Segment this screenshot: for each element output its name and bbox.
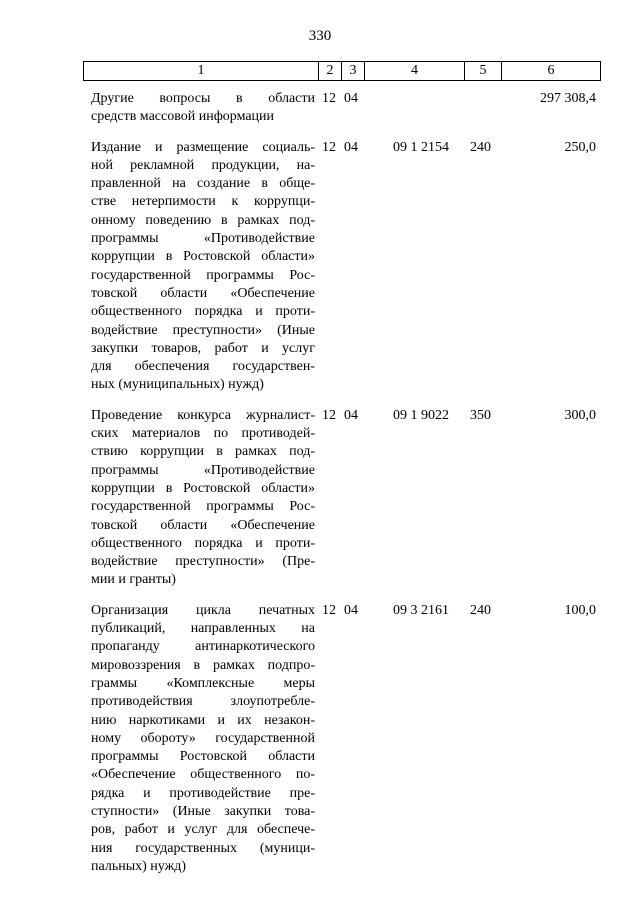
description-line: Организация цикла печатных xyxy=(91,602,315,618)
description-line: коррупции в Ростовской области» xyxy=(91,249,315,265)
row-expense-type: 240 xyxy=(470,139,491,155)
description-line: программы Ростовской области xyxy=(91,749,315,765)
column-header-row xyxy=(84,62,601,81)
description-line: мии и гранты) xyxy=(91,572,176,588)
row-amount: 100,0 xyxy=(564,602,596,618)
row-amount: 297 308,4 xyxy=(540,91,596,106)
row-target-article: 09 3 2161 xyxy=(393,602,449,618)
description-line: для обеспечения государствен- xyxy=(91,359,315,375)
description-line: правленной на создание в обще- xyxy=(91,176,315,192)
page-number: 330 xyxy=(308,28,332,44)
column-header-table xyxy=(83,61,601,81)
row-amount: 250,0 xyxy=(564,139,596,155)
row-amount: 300,0 xyxy=(564,407,596,423)
description-line: пальных) нужд) xyxy=(91,858,187,874)
description-line: общественного порядка и проти- xyxy=(91,304,315,320)
row-section-code: 12 xyxy=(322,139,336,155)
description-line: ров, работ и услуг для обеспече- xyxy=(91,822,315,838)
description-line: граммы «Комплексные меры xyxy=(91,675,315,691)
description-line: ному обороту» государственной xyxy=(91,730,315,746)
row-subsection-code: 04 xyxy=(344,602,358,618)
description-line: ских материалов по противодей- xyxy=(91,426,315,442)
description-line: стве нетерпимости к коррупци- xyxy=(91,194,315,210)
column-header-2: 2 xyxy=(319,62,342,81)
row-description xyxy=(83,407,318,590)
description-line: коррупции в Ростовской области» xyxy=(91,480,315,496)
column-header-4: 4 xyxy=(365,62,465,81)
budget-rows xyxy=(83,90,600,888)
row-subsection-code: 04 xyxy=(344,91,358,106)
description-line: нию наркотиками и их незакон- xyxy=(91,712,315,728)
description-line: мировоззрения в рамках подпро- xyxy=(91,657,315,673)
table-row xyxy=(83,139,600,395)
row-target-article xyxy=(379,90,464,127)
column-header-6: 6 xyxy=(502,62,601,81)
description-line: товской области «Обеспечение xyxy=(91,285,315,301)
description-line: ных (муниципальных) нужд) xyxy=(91,377,264,393)
column-header-5: 5 xyxy=(465,62,502,81)
description-line: государственной программы Рос- xyxy=(91,499,315,515)
description-line: товской области «Обеспечение xyxy=(91,517,315,533)
table-row xyxy=(83,602,600,876)
description-line: общественного порядка и проти- xyxy=(91,535,315,551)
row-section-code: 12 xyxy=(322,91,336,106)
description-line: ствию коррупции в рамках под- xyxy=(91,444,315,460)
description-line: Другие вопросы в области xyxy=(91,91,315,106)
table-row xyxy=(83,407,600,590)
row-description xyxy=(83,602,318,876)
description-line: «Обеспечение общественного по- xyxy=(91,767,315,783)
description-line: Издание и размещение социаль- xyxy=(91,139,315,155)
description-line: Проведение конкурса журналист- xyxy=(91,407,315,423)
row-subsection-code: 04 xyxy=(344,407,358,423)
description-line: закупки товаров, работ и услуг xyxy=(91,340,315,356)
table-row xyxy=(83,90,600,127)
row-expense-type: 350 xyxy=(470,407,491,423)
description-line: ния государственных (муници- xyxy=(91,840,315,856)
row-target-article: 09 1 9022 xyxy=(393,407,449,423)
row-description xyxy=(83,90,318,127)
row-expense-type xyxy=(464,90,501,127)
description-line: ступности» (Иные закупки това- xyxy=(91,803,315,819)
row-subsection-code: 04 xyxy=(344,139,358,155)
description-line: водействие преступности» (Иные xyxy=(91,322,315,338)
description-line: водействие преступности» (Пре- xyxy=(91,554,315,570)
description-line: рядка и противодействие пре- xyxy=(91,785,315,801)
description-line: программы «Противодействие xyxy=(91,231,315,247)
description-line: программы «Противодействие xyxy=(91,462,315,478)
description-line: публикаций, направленных на xyxy=(91,621,315,637)
description-line: пропаганду антинаркотического xyxy=(91,639,315,655)
description-line: средств массовой информации xyxy=(91,109,275,125)
row-section-code: 12 xyxy=(322,407,336,423)
row-description xyxy=(83,139,318,395)
description-line: онному поведению в рамках под- xyxy=(91,212,315,228)
row-expense-type: 240 xyxy=(470,602,491,618)
row-section-code: 12 xyxy=(322,602,336,618)
description-line: ной рекламной продукции, на- xyxy=(91,157,315,173)
row-target-article: 09 1 2154 xyxy=(393,139,449,155)
column-header-3: 3 xyxy=(342,62,365,81)
column-header-1: 1 xyxy=(84,62,319,81)
description-line: государственной программы Рос- xyxy=(91,267,315,283)
description-line: противодействия злоупотребле- xyxy=(91,694,315,710)
